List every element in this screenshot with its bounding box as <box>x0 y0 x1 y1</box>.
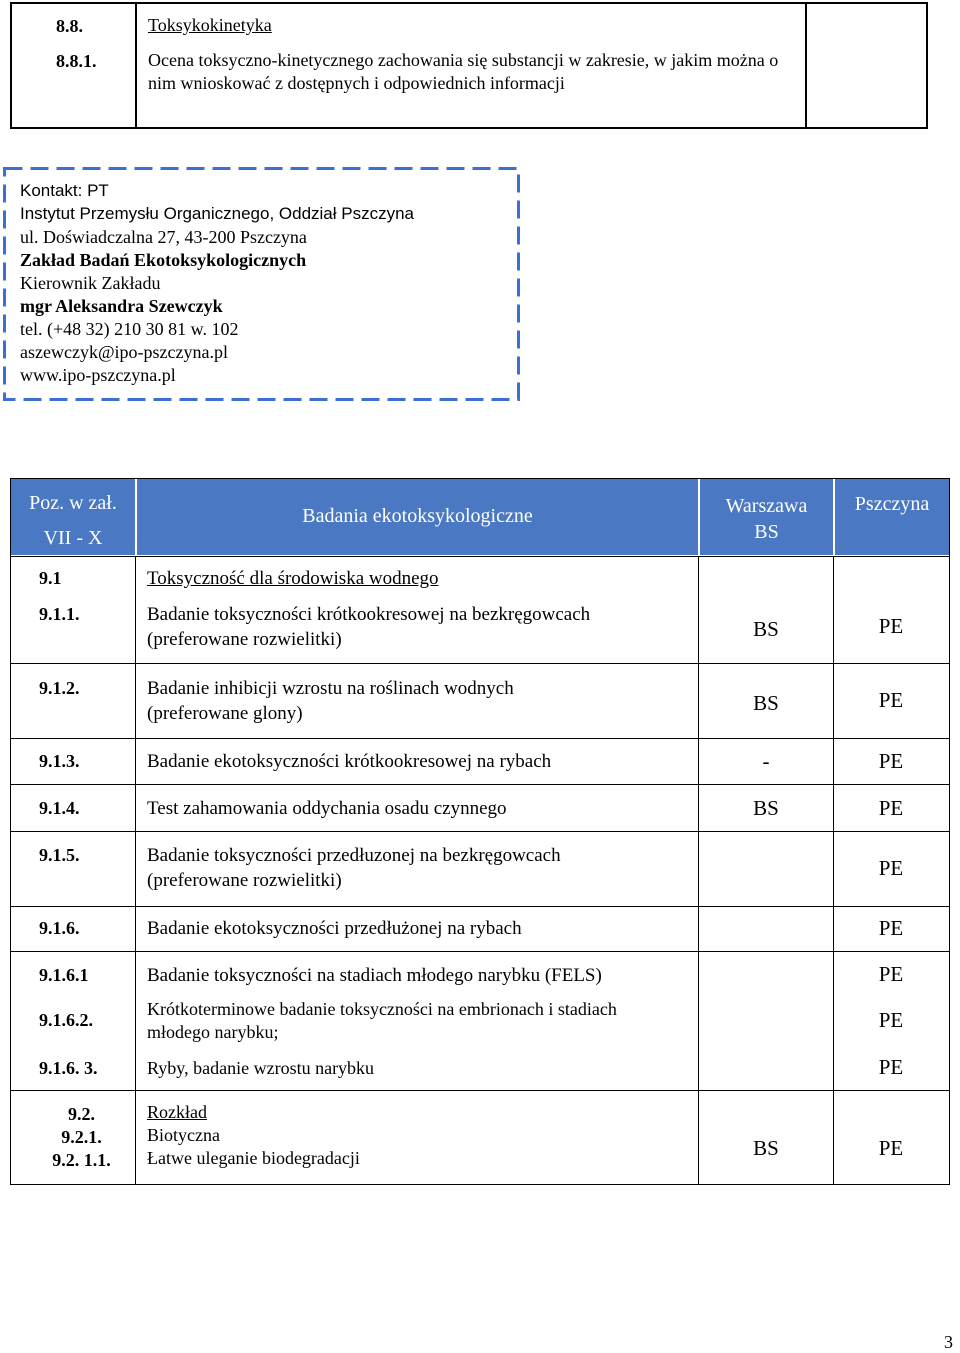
row-number: 9.1.3. <box>39 751 80 771</box>
header-position <box>11 479 135 555</box>
warszawa-value: BS <box>753 617 779 641</box>
row-number: 9.2.1. <box>61 1127 102 1147</box>
row-description-line2: Biotyczna <box>147 1125 220 1145</box>
row-divider <box>10 738 950 739</box>
warszawa-value: BS <box>753 691 779 715</box>
contact-website[interactable]: www.ipo-pszczyna.pl <box>20 365 176 385</box>
subsection-number: 8.8.1. <box>56 51 97 71</box>
row-number: 9.1.6.2. <box>39 1010 93 1030</box>
row-description <box>147 998 617 1044</box>
row-number: 9.1.1. <box>39 604 80 624</box>
row-number: 9.1.6. 3. <box>39 1058 98 1078</box>
row-description <box>147 843 561 893</box>
pszczyna-value: PE <box>878 796 904 820</box>
row-number: 9.1.5. <box>39 845 80 865</box>
row-description-line2: (preferowane rozwielitki) <box>147 629 342 650</box>
pszczyna-value: PE <box>878 749 904 773</box>
pszczyna-value: PE <box>878 688 904 712</box>
row-number: 9.1.6. <box>39 918 80 938</box>
column-divider <box>805 4 807 127</box>
contact-label: Kontakt: PT <box>20 181 109 200</box>
header-position-line2: VII - X <box>43 527 103 549</box>
row-description <box>147 602 590 652</box>
row-divider <box>10 906 950 907</box>
row-description-line2: (preferowane glony) <box>147 703 303 724</box>
row-description-line3: Łatwe uleganie biodegradacji <box>147 1148 360 1168</box>
row-number-group <box>39 1103 124 1172</box>
ecotoxicology-table <box>10 478 950 1186</box>
warszawa-value: BS <box>753 1136 779 1160</box>
contact-email[interactable]: aszewczyk@ipo-pszczyna.pl <box>20 342 228 362</box>
pszczyna-value: PE <box>878 1008 904 1032</box>
row-divider <box>10 951 950 952</box>
row-description <box>147 676 514 726</box>
toxicokinetics-table <box>10 2 928 129</box>
row-description: Test zahamowania oddychania osadu czynnego <box>147 798 507 819</box>
row-divider <box>10 784 950 785</box>
row-description: Badanie ekotoksyczności przedłużonej na rybach <box>147 918 522 939</box>
pszczyna-value: PE <box>878 916 904 940</box>
row-divider <box>10 556 950 557</box>
row-description-line1: Krótkoterminowe badanie toksyczności na embrionach i stadiach <box>147 999 617 1019</box>
page-number: 3 <box>944 1332 953 1352</box>
row-description-line1: Badanie inhibicji wzrostu na roślinach wodnych <box>147 678 514 699</box>
row-divider <box>10 663 950 664</box>
header-warszawa <box>700 479 833 555</box>
row-number: 9.2. 1.1. <box>52 1150 111 1170</box>
header-pszczyna: Pszczyna <box>835 479 949 555</box>
header-title: Badania ekotoksykologiczne <box>137 479 698 555</box>
header-warszawa-line1: Warszawa <box>725 495 808 517</box>
warszawa-value: BS <box>753 796 779 820</box>
contact-person: mgr Aleksandra Szewczyk <box>20 296 223 316</box>
row-divider <box>10 1090 950 1091</box>
header-position-line1: Poz. w zał. <box>29 492 117 514</box>
pszczyna-value: PE <box>878 962 904 986</box>
column-divider <box>135 4 137 127</box>
section-title: Toksykokinetyka <box>148 15 272 35</box>
row-number: 9.1.4. <box>39 798 80 818</box>
row-description: Badanie ekotoksyczności krótkookresowej na rybach <box>147 751 552 772</box>
pszczyna-value: PE <box>878 856 904 880</box>
contact-institute: Instytut Przemysłu Organicznego, Oddział Pszczyna <box>20 204 414 223</box>
section-description: Ocena toksyczno-kinetycznego zachowania się substancji w zakresie, w jakim można o nim wnioskować z dostępnych i odpowiednich informacji <box>148 50 779 93</box>
row-number: 9.2. <box>68 1104 95 1124</box>
contact-department: Zakład Badań Ekotoksykologicznych <box>20 250 307 270</box>
header-warszawa-line2: BS <box>754 521 779 543</box>
contact-phone: tel. (+48 32) 210 30 81 w. 102 <box>20 319 239 339</box>
row-description: Ryby, badanie wzrostu narybku <box>147 1058 375 1078</box>
row-description: Badanie toksyczności na stadiach młodego narybku (FELS) <box>147 965 602 986</box>
pszczyna-value: PE <box>878 614 904 638</box>
contact-address: ul. Doświadczalna 27, 43-200 Pszczyna <box>20 227 307 247</box>
contact-role: Kierownik Zakładu <box>20 273 161 293</box>
table-border-bottom <box>10 1184 950 1185</box>
row-description-line1: Badanie toksyczności przedłuzonej na bezkręgowcach <box>147 845 561 866</box>
row-description-line1: Rozkład <box>147 1102 207 1122</box>
row-number: 9.1.2. <box>39 678 80 698</box>
row-number: 9.1.6.1 <box>39 965 89 985</box>
row-description-line1: Badanie toksyczności krótkookresowej na bezkręgowcach <box>147 604 591 625</box>
row-description <box>147 1101 360 1170</box>
section-number: 9.1 <box>39 568 62 588</box>
pszczyna-value: PE <box>878 1136 904 1160</box>
row-description-line2: młodego narybku; <box>147 1022 279 1042</box>
contact-box <box>3 167 520 401</box>
warszawa-value: - <box>762 749 770 773</box>
row-description-line2: (preferowane rozwielitki) <box>147 870 342 891</box>
section-title: Toksyczność dla środowiska wodnego <box>147 568 439 589</box>
pszczyna-value: PE <box>878 1055 904 1079</box>
row-divider <box>10 831 950 832</box>
section-number: 8.8. <box>56 16 83 36</box>
